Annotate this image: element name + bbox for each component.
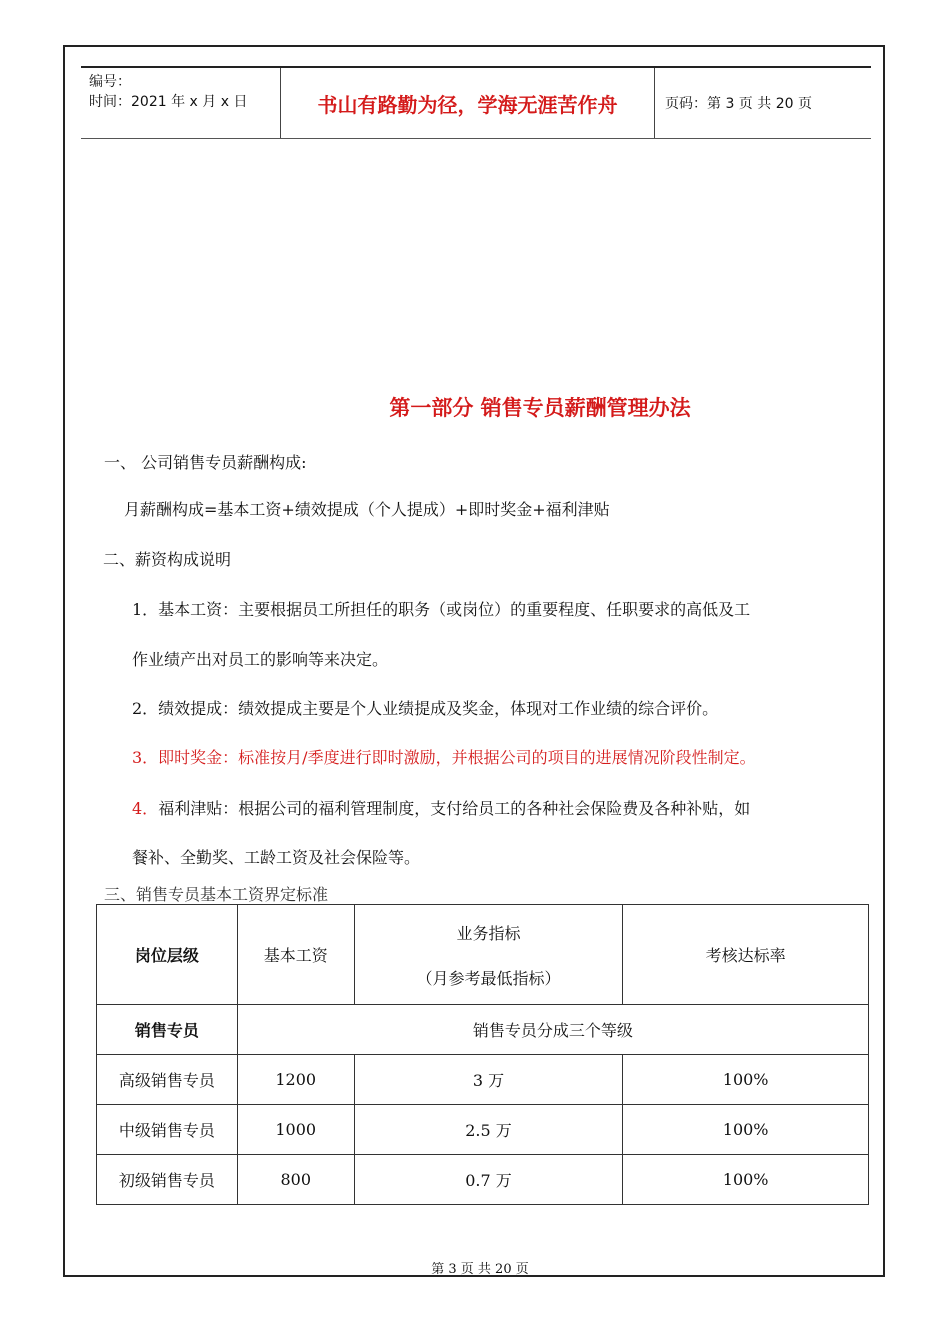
item-1-line-1: 1．基本工资：主要根据员工所担任的职务（或岗位）的重要程度、任职要求的高低及工 (132, 600, 751, 619)
item-4-text: 福利津贴：根据公司的福利管理制度，支付给员工的各种社会保险费及各种补贴，如 (158, 799, 751, 818)
page-footer: 第 3 页 共 20 页 (431, 1262, 529, 1277)
group-label: 销售专员 (97, 1005, 238, 1055)
page-title: 第一部分 销售专员薪酬管理办法 (389, 396, 691, 420)
table-group-row (97, 1005, 869, 1055)
row-rate: 100% (623, 1105, 869, 1155)
row-target: 3 万 (354, 1055, 623, 1105)
header-meta (81, 68, 281, 138)
row-salary: 1200 (237, 1055, 354, 1105)
header-salary: 基本工资 (237, 905, 354, 1005)
header-level: 岗位层级 (97, 905, 238, 1005)
header-target-line-1: 业务指标 (456, 923, 521, 943)
row-level: 高级销售专员 (97, 1055, 238, 1105)
document-number-label: 编号： (89, 74, 131, 90)
row-level: 初级销售专员 (97, 1155, 238, 1205)
header-target-line-2: （月参考最低指标） (416, 968, 561, 988)
section-2-heading: 二、薪资构成说明 (103, 550, 232, 569)
table-row (97, 1155, 869, 1205)
salary-standard-table (96, 904, 869, 1205)
table-header-row (97, 905, 869, 1005)
salary-formula: 月薪酬构成=基本工资+绩效提成（个人提成）+即时奖金+福利津贴 (124, 500, 610, 519)
row-level: 中级销售专员 (97, 1105, 238, 1155)
row-rate: 100% (623, 1055, 869, 1105)
section-1-heading: 一、 公司销售专员薪酬构成: (104, 453, 307, 472)
section-3-heading: 三、销售专员基本工资界定标准 (104, 885, 329, 904)
table-row (97, 1105, 869, 1155)
item-4-line-1 (132, 796, 750, 819)
row-target: 2.5 万 (354, 1105, 623, 1155)
group-note: 销售专员分成三个等级 (237, 1005, 868, 1055)
page-header (81, 66, 871, 139)
row-rate: 100% (623, 1155, 869, 1205)
header-target (354, 905, 623, 1005)
item-2: 2．绩效提成：绩效提成主要是个人业绩提成及奖金，体现对工作业绩的综合评价。 (132, 699, 719, 718)
header-motto: 书山有路勤为径，学海无涯苦作舟 (281, 68, 655, 138)
row-target: 0.7 万 (354, 1155, 623, 1205)
item-4-line-2: 餐补、全勤奖、工龄工资及社会保险等。 (132, 848, 421, 867)
item-3: 3．即时奖金：标准按月/季度进行即时激励，并根据公司的项目的进展情况阶段性制定。 (132, 748, 756, 767)
header-page-number: 页码：第 3 页 共 20 页 (665, 96, 812, 112)
row-salary: 800 (237, 1155, 354, 1205)
document-date-label: 时间：2021 年 x 月 x 日 (89, 94, 248, 110)
row-salary: 1000 (237, 1105, 354, 1155)
item-4-number: 4． (132, 799, 159, 818)
item-1-line-2: 作业绩产出对员工的影响等来决定。 (132, 650, 389, 669)
table-row (97, 1055, 869, 1105)
header-rate: 考核达标率 (623, 905, 869, 1005)
